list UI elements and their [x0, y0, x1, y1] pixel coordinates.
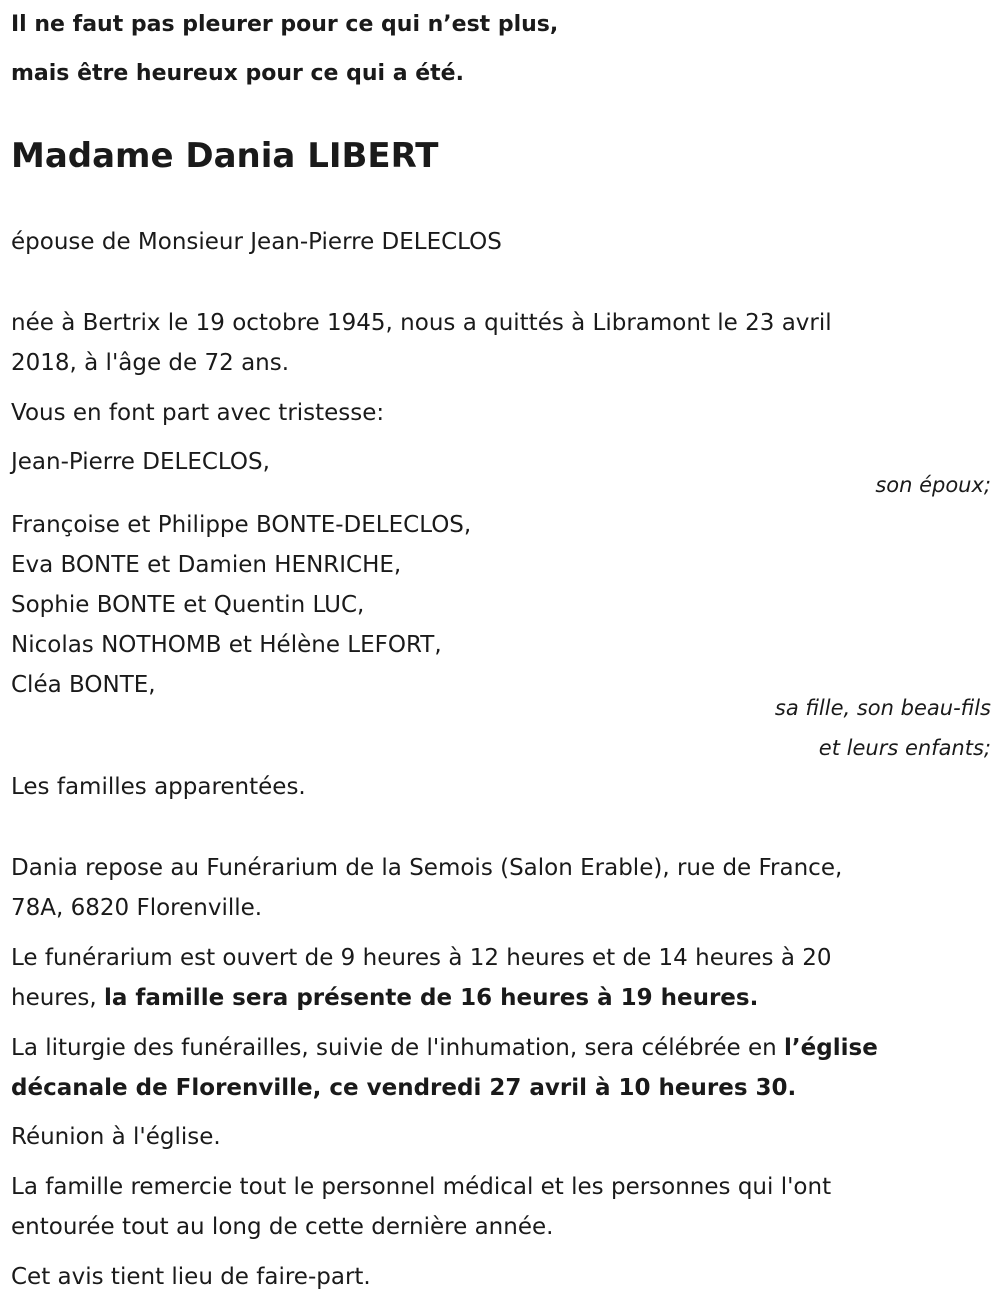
- relatives-line: Les familles apparentées.: [11, 774, 306, 800]
- family-children-role-2: et leurs enfants;: [818, 736, 991, 760]
- announcement: Vous en font part avec tristesse:: [11, 400, 385, 426]
- family-spouse-name: Jean-Pierre DELECLOS,: [11, 449, 270, 475]
- family-children-role-1: sa fille, son beau-fils: [774, 696, 991, 720]
- liturgy-line-1: [11, 1033, 878, 1063]
- liturgy-plain-text: La liturgie des funérailles, suivie de l'inhumation, sera célébrée en: [11, 1035, 785, 1061]
- family-child-line: Françoise et Philippe BONTE-DELECLOS,: [11, 512, 472, 538]
- funeral-home-line-1: Dania repose au Funérarium de la Semois (Salon Erable), rue de France,: [11, 855, 843, 881]
- liturgy-line-2: [11, 1073, 796, 1103]
- funeral-home-line-2: 78A, 6820 Florenville.: [11, 895, 263, 921]
- quote-line-2: mais être heureux pour ce qui a été.: [11, 61, 464, 86]
- thanks-line-2: entourée tout au long de cette dernière année.: [11, 1214, 554, 1240]
- family-presence-text: la famille sera présente de 16 heures à 19 heures.: [104, 985, 759, 1011]
- thanks-line-1: La famille remercie tout le personnel médical et les personnes qui l'ont: [11, 1174, 832, 1200]
- closing-line: Cet avis tient lieu de faire-part.: [11, 1264, 371, 1290]
- liturgy-details-text: décanale de Florenville, ce vendredi 27 avril à 10 heures 30.: [11, 1075, 797, 1101]
- liturgy-church-text: l’église: [784, 1035, 878, 1061]
- family-child-line: Nicolas NOTHOMB et Hélène LEFORT,: [11, 632, 442, 658]
- spouse-line: épouse de Monsieur Jean-Pierre DELECLOS: [11, 229, 502, 255]
- hours-line-1: Le funérarium est ouvert de 9 heures à 12 heures et de 14 heures à 20: [11, 945, 832, 971]
- family-child-line: Eva BONTE et Damien HENRICHE,: [11, 552, 402, 578]
- birth-line-2: 2018, à l'âge de 72 ans.: [11, 350, 290, 376]
- family-spouse-role: son époux;: [875, 473, 991, 497]
- deceased-name: Madame Dania LIBERT: [11, 136, 439, 176]
- meeting-line: Réunion à l'église.: [11, 1124, 221, 1150]
- quote-line-1: Il ne faut pas pleurer pour ce qui n’est plus,: [11, 12, 559, 37]
- birth-line-1: née à Bertrix le 19 octobre 1945, nous a quittés à Libramont le 23 avril: [11, 310, 832, 336]
- hours-plain-text: heures,: [11, 985, 105, 1011]
- family-child-line: Cléa BONTE,: [11, 672, 156, 698]
- family-child-line: Sophie BONTE et Quentin LUC,: [11, 592, 365, 618]
- hours-line-2: [11, 983, 758, 1013]
